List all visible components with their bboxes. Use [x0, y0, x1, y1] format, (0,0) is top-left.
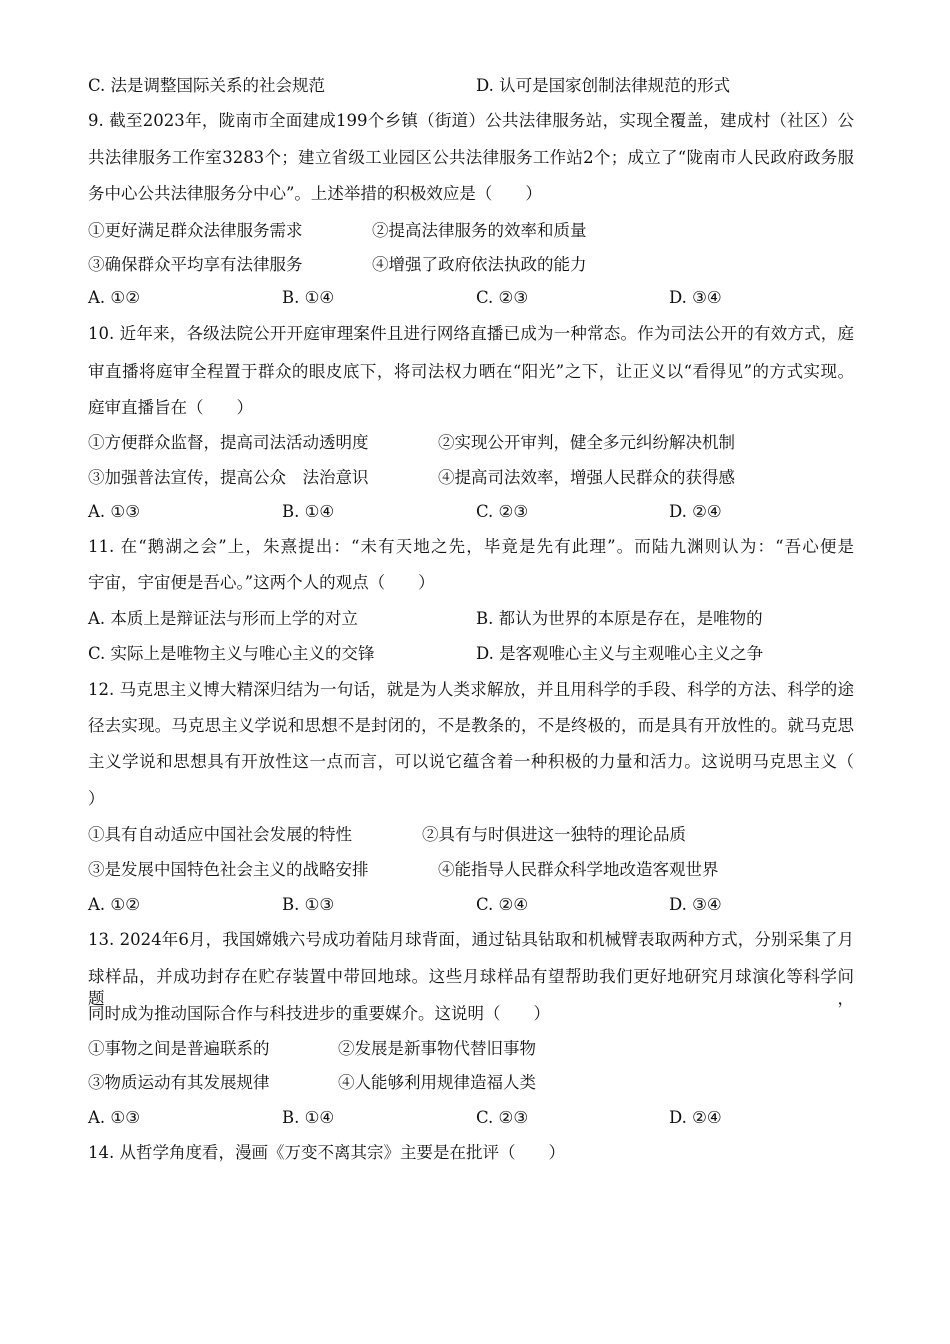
question-stem-line: 宇宙，宇宙便是吾心。”这两个人的观点（ ） [88, 573, 435, 592]
statement-item: ③物质运动有其发展规律 [88, 1073, 270, 1092]
question-stem-line: 庭审直播旨在（ ） [88, 398, 253, 417]
statement-item: ①具有自动适应中国社会发展的特性 [88, 825, 352, 844]
statement-item: ③是发展中国特色社会主义的战略安排 [88, 860, 369, 879]
statement-item: ①方便群众监督，提高司法活动透明度 [88, 433, 369, 452]
question-stem-line: 审直播将庭审全程置于群众的眼皮底下，将司法权力晒在“阳光”之下，让正义以“看得见”的方式实现。 [88, 362, 854, 381]
answer-choice: C. 实际上是唯物主义与唯心主义的交锋 [88, 644, 375, 663]
statement-item: ④增强了政府依法执政的能力 [372, 255, 587, 274]
answer-choice: B. ①④ [282, 502, 335, 521]
answer-choice: A. ①② [88, 288, 140, 307]
statement-item: ②实现公开审判，健全多元纠纷解决机制 [438, 433, 735, 452]
answer-choice: A. ①② [88, 895, 140, 914]
question-stem-line: 13. 2024年6月，我国嫦娥六号成功着陆月球背面，通过钻具钻取和机械臂表取两种方式，分别采集了月 [88, 930, 854, 949]
question-stem-line: 同时成为推动国际合作与科技进步的重要媒介。这说明（ ） [88, 1004, 550, 1023]
answer-choice: D. ②④ [669, 1108, 722, 1127]
statement-item: ②具有与时俱进这一独特的理论品质 [422, 825, 686, 844]
answer-choice: D. ③④ [669, 895, 722, 914]
answer-choice: B. ①③ [282, 895, 335, 914]
answer-choice: C. ②③ [476, 288, 529, 307]
answer-choice: C. ②③ [476, 502, 529, 521]
statement-item: ①事物之间是普遍联系的 [88, 1039, 270, 1058]
answer-choice: C. ②④ [476, 895, 529, 914]
answer-choice: A. 本质上是辩证法与形而上学的对立 [88, 609, 358, 628]
answer-choice: B. ①④ [282, 1108, 335, 1127]
statement-item: ①更好满足群众法律服务需求 [88, 221, 303, 240]
answer-choice: A. ①③ [88, 502, 140, 521]
statement-item: ②提高法律服务的效率和质量 [372, 221, 587, 240]
statement-item: ③加强普法宣传，提高公众 法治意识 [88, 468, 369, 487]
statement-item: ④人能够利用规律造福人类 [338, 1073, 536, 1092]
statement-item: ④能指导人民群众科学地改造客观世界 [438, 860, 719, 879]
question-stem-line: 共法律服务工作室3283个；建立省级工业园区公共法律服务工作站2个；成立了“陇南市人民政府政务服 [88, 148, 854, 167]
question-stem-line: ） [88, 789, 105, 808]
question-stem-line: 径去实现。马克思主义学说和思想不是封闭的，不是教条的，不是终极的，而是具有开放性的。就马克思 [88, 716, 854, 735]
question-stem-line: 14. 从哲学角度看，漫画《万变不离其宗》主要是在批评（ ） [88, 1143, 565, 1162]
question-stem-line: 11. 在“鹅湖之会”上，朱熹提出：“未有天地之先，毕竟是先有此理”。而陆九渊则认为：“吾心便是 [88, 537, 854, 556]
statement-item: ③确保群众平均享有法律服务 [88, 255, 303, 274]
answer-choice: B. 都认为世界的本原是存在，是唯物的 [476, 609, 763, 628]
answer-choice: D. 是客观唯心主义与主观唯心主义之争 [476, 644, 764, 663]
q8-option-c: C. 法是调整国际关系的社会规范 [88, 76, 326, 95]
question-stem-line: 主义学说和思想具有开放性这一点而言，可以说它蕴含着一种积极的力量和活力。这说明马克思主义（ [88, 752, 854, 771]
statement-item: ②发展是新事物代替旧事物 [338, 1039, 536, 1058]
answer-choice: C. ②③ [476, 1108, 529, 1127]
question-stem-line: 9. 截至2023年，陇南市全面建成199个乡镇（街道）公共法律服务站，实现全覆盖，建成村（社区）公 [88, 111, 854, 130]
statement-item: ④提高司法效率，增强人民群众的获得感 [438, 468, 735, 487]
answer-choice: B. ①④ [282, 288, 335, 307]
answer-choice: D. ②④ [669, 502, 722, 521]
question-stem-line: 10. 近年来，各级法院公开开庭审理案件且进行网络直播已成为一种常态。作为司法公开的有效方式，庭 [88, 324, 854, 343]
answer-choice: D. ③④ [669, 288, 722, 307]
q8-option-d: D. 认可是国家创制法律规范的形式 [476, 76, 731, 95]
question-stem-line: 球样品，并成功封存在贮存装置中带回地球。这些月球样品有望帮助我们更好地研究月球演化等科学问题， [88, 967, 854, 1008]
question-stem-line: 务中心公共法律服务分中心”。上述举措的积极效应是（ ） [88, 184, 542, 203]
answer-choice: A. ①③ [88, 1108, 140, 1127]
question-stem-line: 12. 马克思主义博大精深归结为一句话，就是为人类求解放，并且用科学的手段、科学的方法、科学的途 [88, 680, 854, 699]
